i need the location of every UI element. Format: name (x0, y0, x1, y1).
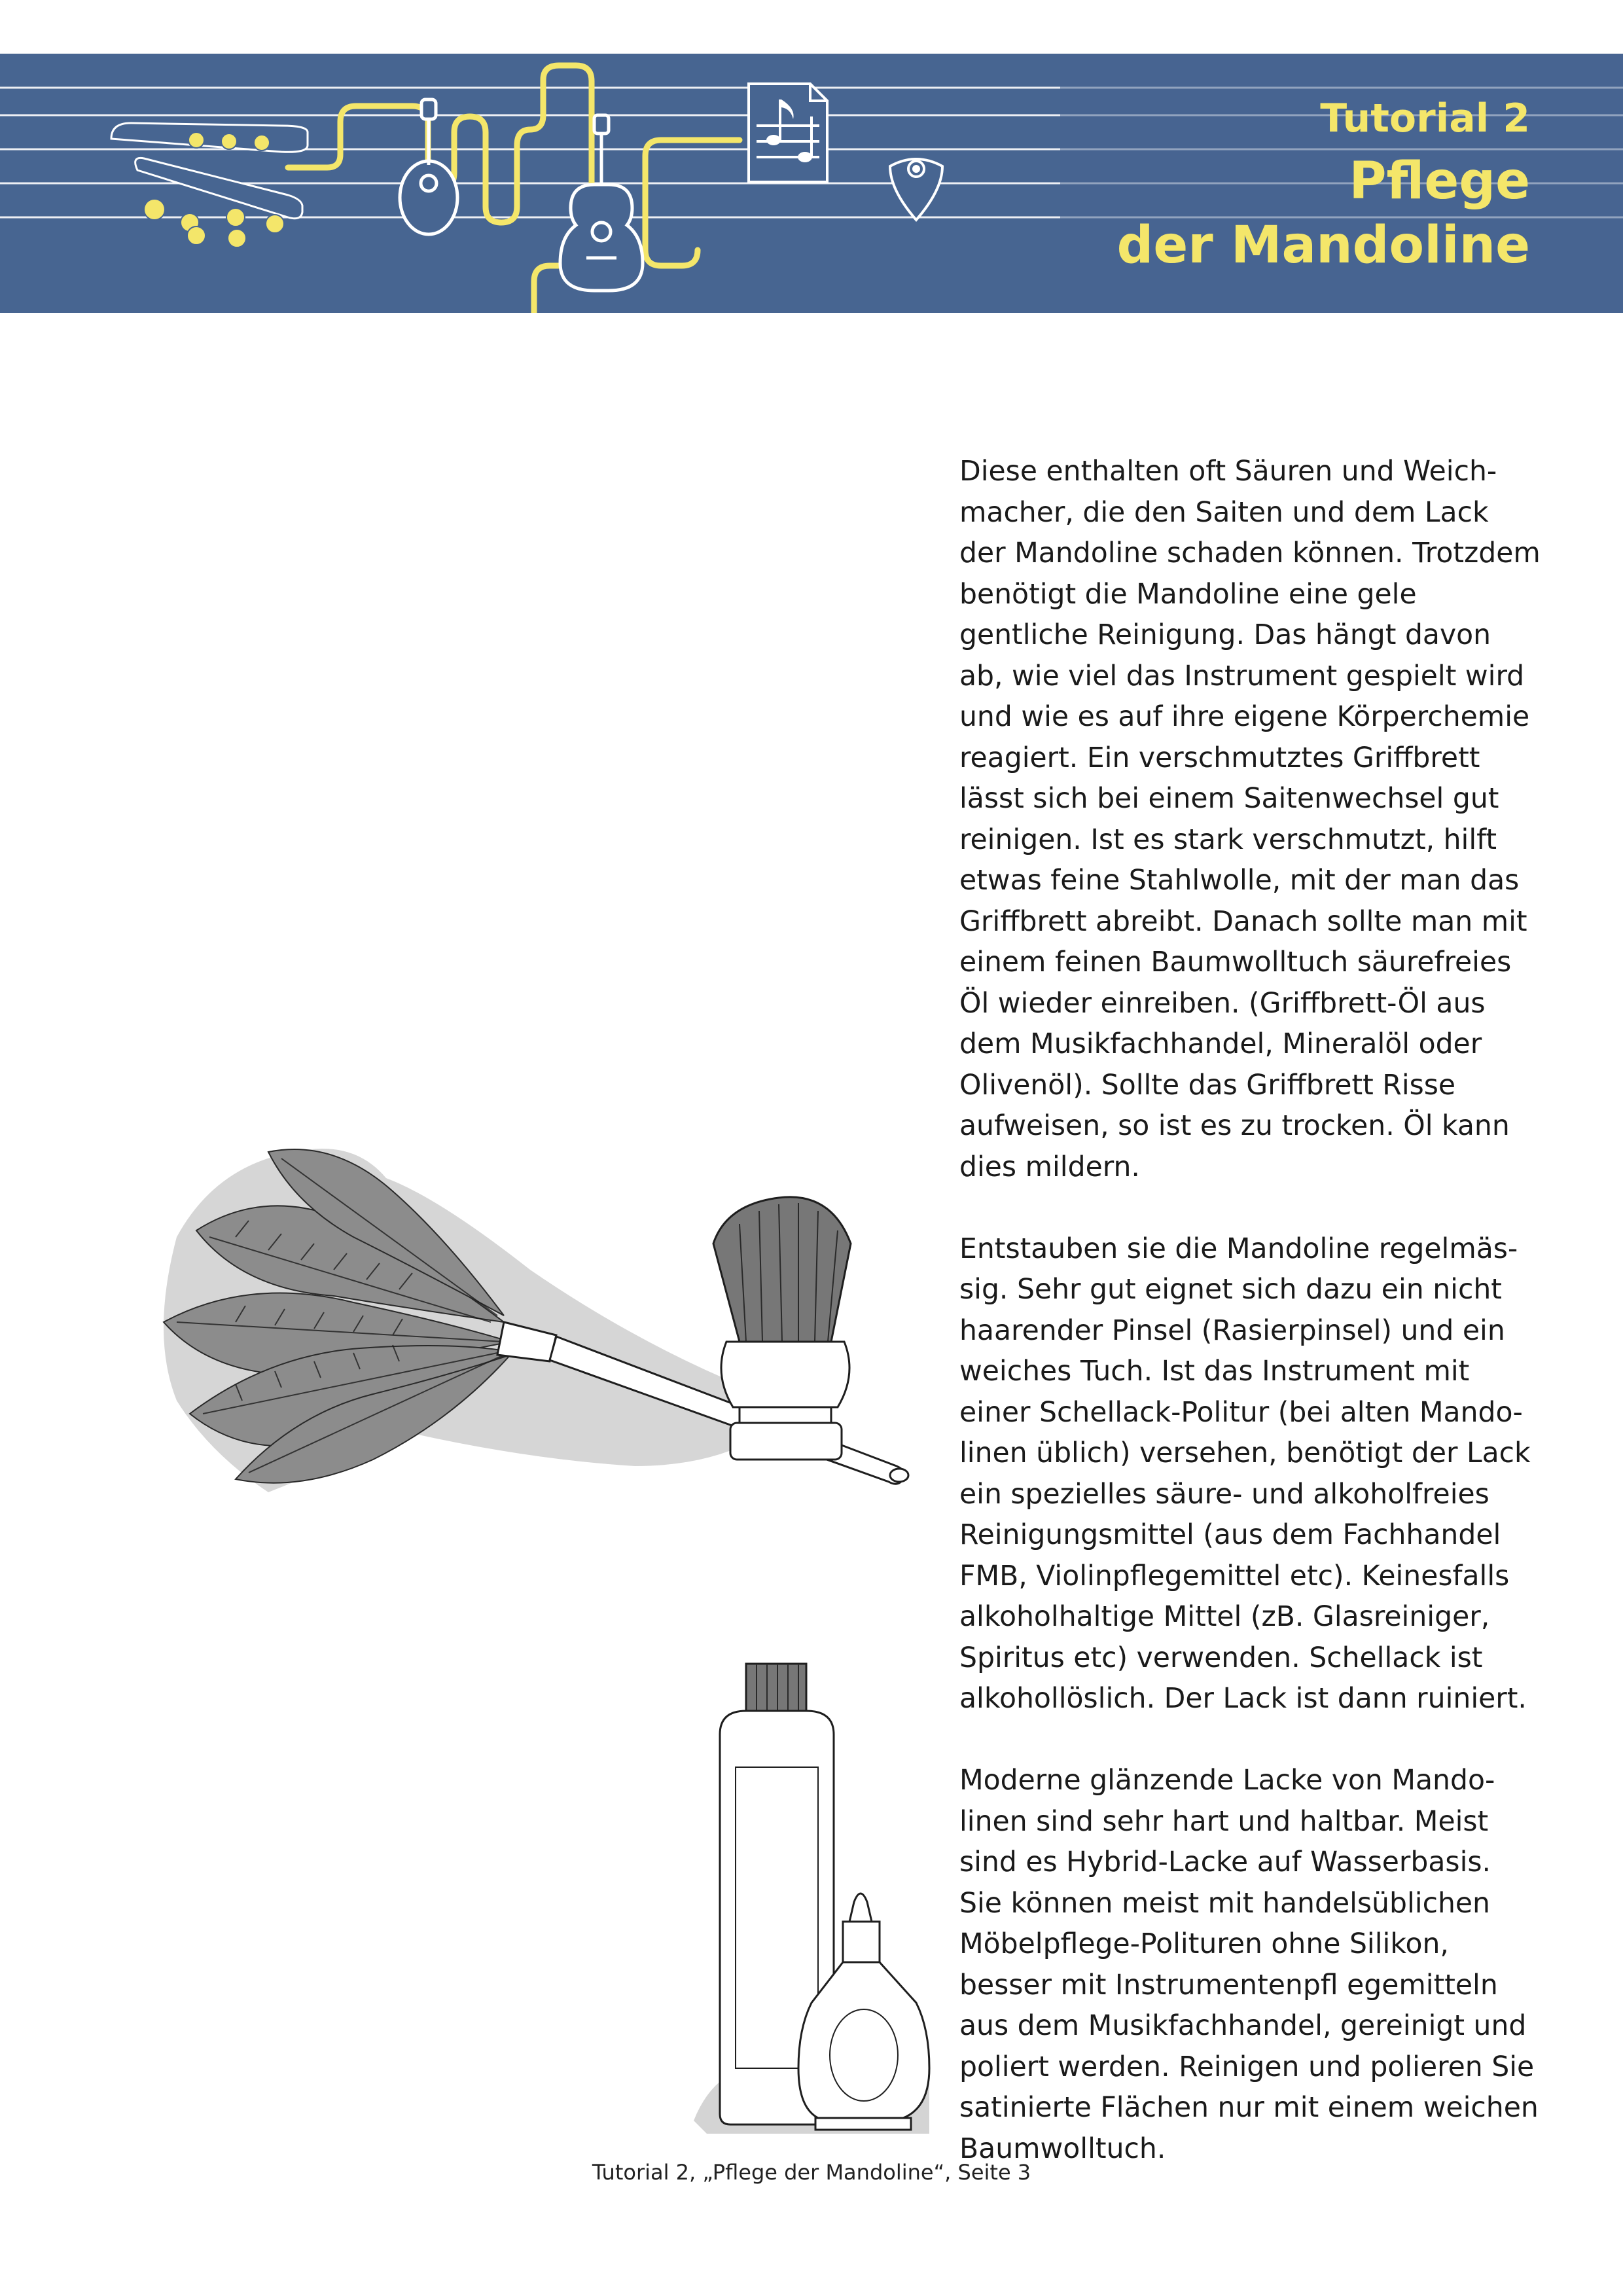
page-title-line1: Pflege (1349, 152, 1530, 211)
duster-and-brush-illustration (137, 1126, 916, 1558)
page-title-line2: der Mandoline (1116, 216, 1530, 275)
header-banner (0, 54, 1623, 313)
tutorial-label: Tutorial 2 (1320, 96, 1530, 141)
paragraph-oils-and-fingerboard: Diese enthalten oft Säuren und Weichmacher, die den Saiten und dem Lack der Mandoline schaden können. Trotzdem benötigt die Mandoline eine gele gentliche Reinigung. Das hängt davon ab, wie viel das Instrument gespielt wird und wie es auf ihre eigene Körperchemie reagiert. Ein verschmutztes Griffbrett lässt sich bei einem Saitenwechsel gut reinigen. Ist es stark verschmutzt, hilft etwas feine Stahlwolle, mit der man das Griffbrett abreibt. Danach sollte man mit einem feinen Baumwolltuch säurefreies Öl wieder einreiben. (Griffbrett-Öl aus dem Musikfachhandel, Mineralöl oder Olivenöl). Sollte das Griffbrett Risse aufweisen, so ist es zu trocken. Öl kann dies mildern. (959, 456, 1541, 1183)
care-bottles-illustration (681, 1662, 942, 2140)
page-footer: Tutorial 2, „Pflege der Mandoline“, Seite 3 (592, 2160, 1031, 2185)
article-body (959, 452, 1542, 2170)
title-block (1117, 92, 1530, 278)
paragraph-dusting-and-shellac: Entstauben sie die Mandoline regelmässig. Sehr gut eignet sich dazu ein nicht haarender Pinsel (Rasierpinsel) und ein weiches Tuch. Ist das Instrument mit einer Schellack-Politur (bei alten Mandolinen üblich) versehen, benötigt der Lack ein spezielles säure- und alkoholfreies Reinigungsmittel (aus dem Fachhandel FMB, Violinpflegemittel etc). Keinesfalls alkoholhaltige Mittel (zB. Glasreiniger, Spiritus etc) verwenden. Schellack ist alkohollöslich. Der Lack ist dann ruiniert. (959, 1232, 1531, 1715)
paragraph-modern-lacquers: Moderne glänzende Lacke von Mandolinen sind sehr hart und haltbar. Meist sind es Hybrid-Lacke auf Wasserbasis. Sie können meist mit handelsüblichen Möbelpflege-Polituren ohne Silikon, besser mit Instrumentenpfl egemitteln aus dem Musikfachhandel, gereinigt und poliert werden. Reinigen und polieren Sie satinierte Flächen nur mit einem weichen Baumwolltuch. (959, 1765, 1539, 2165)
